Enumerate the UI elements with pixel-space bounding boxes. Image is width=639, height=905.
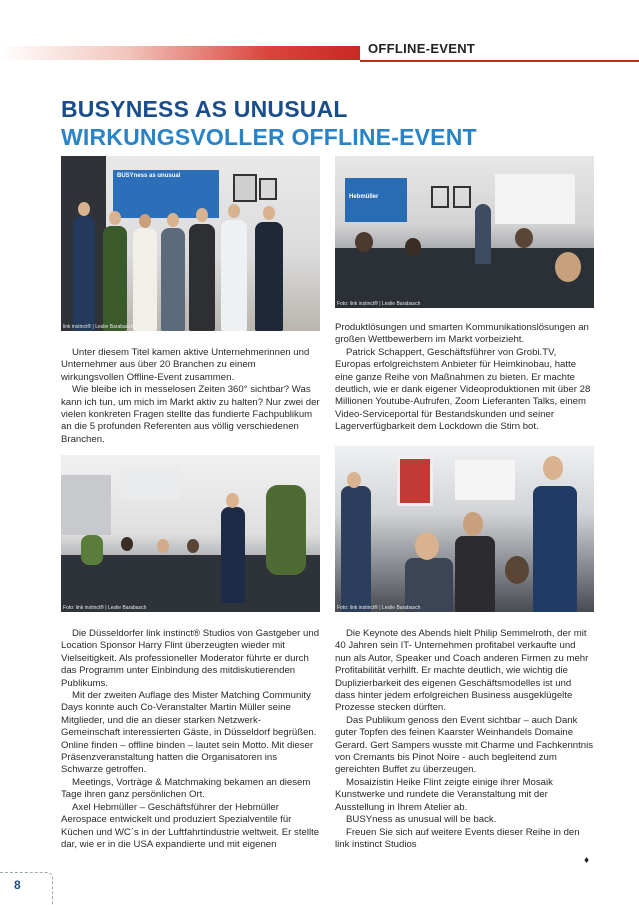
photo-audience-closeup (335, 446, 594, 612)
text-column-top-left (61, 347, 320, 446)
page-number: 8 (14, 878, 21, 892)
paragraph: Mit der zweiten Auflage des Mister Matching Community Days konnte auch Co-Veranstalter Martin Müller seine Mitglieder, und die an dieser starken Netzwerk- Gemeinschaft interessierten Gäste, in Düsseldorf begrüßen. Online finden – offline binden – lautet sein Motto. Mit dieser Präsenzveranstaltung hatten die Organisatoren ins Schwarze getroffen. (61, 690, 317, 776)
photo-credit: Foto: link instinct® | Leslie Barabasch (63, 605, 147, 611)
paragraph: Axel Hebmüller – Geschäftsführer der Hebmüller Aerospace entwickelt und produziert Spezialventile für Küchen und WC´s in der Luftfahrtindustrie weltweit. Er stellte dar, wie er in die USA expandierte und mit eigenen (61, 801, 320, 850)
photo-credit: Foto: link instinct® | Leslie Barabasch (337, 605, 421, 611)
photo-speaker-room (61, 455, 320, 612)
paragraph: Unter diesem Titel kamen aktive Unternehmerinnen und Unternehmer aus über 20 Branchen zu einem wirkungsvollen Offline-Event zusammen. (61, 347, 310, 383)
paragraph: Mosaizistin Heike Flint zeigte einige ihrer Mosaik Kunstwerke und rundete die Veranstaltung mit der Ausstellung in Ihrem Atelier ab. (335, 776, 553, 813)
page-corner-frame (0, 872, 53, 905)
paragraph: Freuen Sie sich auf weitere Events dieser Reihe in den link instinct Studios (335, 826, 580, 850)
paragraph: BUSYness as unusual will be back. (346, 814, 497, 826)
paragraph: Patrick Schappert, Geschäftsführer von Grobi.TV, Europas erfolgreichstem Anbieter für Heimkinobau, hatte eine ganze Reihe von Maßnahmen zu bieten. Er machte deutlich, wie er dank eigener Videoproduktionen mit über 28 Millionen Youtube-Aufrufen, Zoom Lieferanten Talks, einem Video-Serviceportal für Bestandskunden und seiner Lagerverfügbarkeit dem Lockdown die Stirn bot. (335, 346, 591, 433)
headline-line-2: WIRKUNGSVOLLER OFFLINE-EVENT (61, 124, 477, 150)
section-label: OFFLINE-EVENT (368, 41, 476, 56)
article-headline (61, 95, 477, 151)
text-column-bottom-right (335, 628, 594, 851)
photo-audience-screen (335, 156, 594, 308)
header-rule (360, 60, 639, 62)
text-column-bottom-left (61, 628, 320, 851)
paragraph: Meetings, Vorträge & Matchmaking bekamen an diesem Tage ihren ganz persönlichen Ort. (61, 776, 311, 801)
paragraph: Die Keynote des Abends hielt Philip Semmelroth, der mit 40 Jahren sein IT- Unternehmen profitabel verkaufte und nun als Autor, Speaker und Coach anderen Firmen zu mehr Profitabilität verhilft. Er machte deutlich, wie wichtig die Duplizierbarkeit des eigenen Geschäftsmodelles ist und dass hinter jedem erfolgreichen Business ausgeklügelte Prozesse stecken dürften. (335, 628, 589, 714)
paragraph: Die Düsseldorfer link instinct® Studios von Gastgeber und Location Sponsor Harry Flint überzeugten wieder mit Vielseitigkeit. Als professioneller Moderator führte er durch das Programm unter Einbindung des mitdiskutierenden Publikums. (61, 628, 320, 689)
paragraph: Produktlösungen und smarten Kommunikationslösungen an großen Wettbewerbern im Markt vorbeizieht. (335, 322, 589, 346)
headline-line-1: BUSYNESS AS UNUSUAL (61, 96, 348, 122)
photo-credit: link instinct® | Leslie Barabasch (63, 324, 134, 330)
photo-credit: Foto: link instinct® | Leslie Barabasch (337, 301, 421, 307)
photo-speakers-group (61, 156, 320, 331)
paragraph: Das Publikum genoss den Event sichtbar – auch Dank guter Topfen des feinen Kaarster Weinhandels Domaine Gerard. Gert Sampers wusste mit Charme und Fachkenntnis von Cremants bis Pinot Noire - auch begleitend zum gereichten Buffet zu überzeugen. (335, 714, 594, 776)
header-accent-band (0, 46, 360, 60)
paragraph: Wie bleibe ich in messelosen Zeiten 360° sichtbar? Was kann ich tun, um mich im Markt aktiv zu halten? Nur zwei der vielen konkreten Fragen stellte das fundierte Fachpublikum an die 5 profunden Referenten aus völlig verschiedenen Branchen. (61, 384, 320, 445)
photo-screen-title: BUSYness as unusual (117, 173, 181, 179)
photo-screen-logo: Hebmüller (349, 194, 379, 200)
article-end-mark: ♦ (584, 855, 590, 866)
text-column-top-right (335, 322, 594, 434)
